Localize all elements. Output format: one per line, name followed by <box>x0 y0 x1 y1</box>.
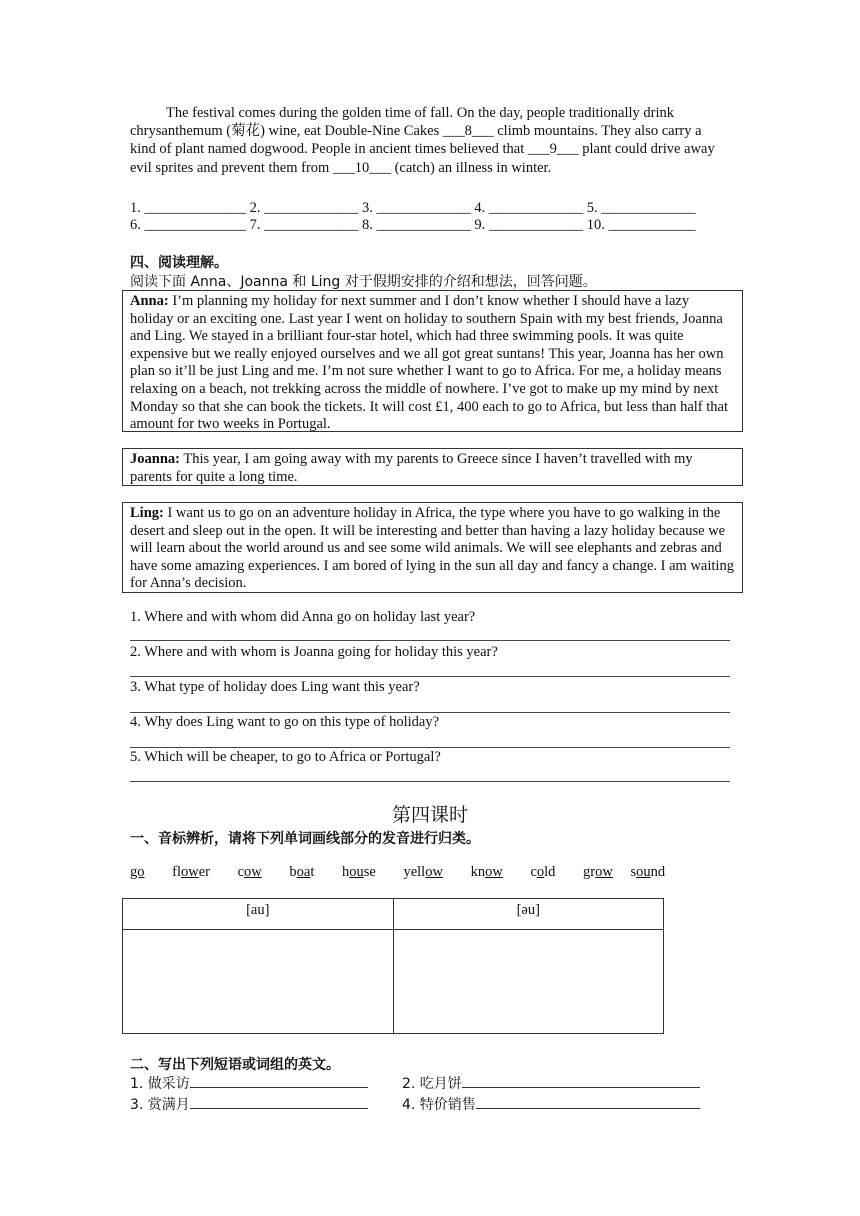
answer-blanks-row-1: 1. ______________ 2. _____________ 3. _____________ 4. _____________ 5. _____________ <box>130 200 696 216</box>
answer-line-4[interactable] <box>130 747 730 748</box>
answer-blanks-row-2: 6. ______________ 7. _____________ 8. _____________ 9. _____________ 10. ____________ <box>130 217 696 233</box>
word-cow: cow <box>237 864 262 880</box>
phrase-4-blank[interactable] <box>476 1094 700 1109</box>
col-header-au: [au] <box>123 899 394 930</box>
word-boat: boat <box>289 864 315 880</box>
phrase-3-blank[interactable] <box>190 1094 368 1109</box>
phrase-2: 2. 吃月饼 <box>402 1073 700 1093</box>
phonics-word-list <box>130 864 689 881</box>
word-sound: sound <box>630 864 666 880</box>
col-header-ou: [əu] <box>393 899 664 930</box>
cell-au[interactable] <box>123 930 394 1034</box>
answer-line-1[interactable] <box>130 640 730 641</box>
question-1: 1. Where and with whom did Anna go on holiday last year? <box>130 609 476 625</box>
answer-line-3[interactable] <box>130 712 730 713</box>
phonics-table <box>122 898 664 1034</box>
joanna-text: This year, I am going away with my parents to Greece since I haven’t travelled with my parents for quite a long time. <box>130 451 693 485</box>
ling-text: I want us to go on an adventure holiday in Africa, the type where you have to go walking in the desert and sleep out in the open. It will be interesting and better than having a lazy holiday because we will learn about the world around us and see some wild animals. We will see elephants and zebras and have some amazing experiences. I am bored of lying in the sun all day and fancy a change. I am waiting for Anna’s decision. <box>130 505 734 592</box>
word-yellow: yellow <box>403 864 443 880</box>
phrases-heading: 二、写出下列短语或词组的英文。 <box>130 1057 340 1073</box>
phrase-4: 4. 特价销售 <box>402 1094 700 1114</box>
phrase-3: 3. 赏满月 <box>130 1094 368 1114</box>
joanna-name: Joanna: <box>130 451 180 467</box>
anna-name: Anna: <box>130 293 169 309</box>
phrase-1-blank[interactable] <box>190 1073 368 1088</box>
answer-line-5[interactable] <box>130 781 730 782</box>
question-3: 3. What type of holiday does Ling want this year? <box>130 679 420 695</box>
anna-box <box>122 290 743 432</box>
cell-ou[interactable] <box>393 930 664 1034</box>
section-heading-reading: 四、阅读理解。 <box>130 255 228 271</box>
joanna-box <box>122 448 743 486</box>
question-4: 4. Why does Ling want to go on this type of holiday? <box>130 714 440 730</box>
word-house: house <box>342 864 376 880</box>
word-go: go <box>130 864 145 880</box>
question-5: 5. Which will be cheaper, to go to Africa or Portugal? <box>130 749 441 765</box>
word-grow: grow <box>583 864 613 880</box>
question-2: 2. Where and with whom is Joanna going for holiday this year? <box>130 644 498 660</box>
lesson-title: 第四课时 <box>391 804 468 826</box>
section-instruction: 阅读下面 Anna、Joanna 和 Ling 对于假期安排的介绍和想法，回答问题。 <box>130 274 597 290</box>
answer-line-2[interactable] <box>130 676 730 677</box>
word-cold: cold <box>530 864 556 880</box>
word-flower: flower <box>172 864 210 880</box>
phrase-2-blank[interactable] <box>462 1073 700 1088</box>
word-know: know <box>470 864 503 880</box>
phrase-1: 1. 做采访 <box>130 1073 368 1093</box>
anna-text: I’m planning my holiday for next summer and I don’t know whether I should have a lazy holiday or an exciting one. Last year I went on holiday to southern Spain with my best friends, Joanna and Ling. We stayed in a brilliant four-star hotel, which had three swimming pools. It was quite expensive but we really enjoyed ourselves and we all got great suntans! This year, Joanna has her own plan so it’ll be just Ling and me. I’m not sure whether I want to go to Africa. For me, a holiday means relaxing on a beach, not trekking across the middle of nowhere. I’ve got to make up my mind by next Monday so that she can book the tickets. It will cost £1, 400 each to go to Africa, but less than half that amount for two weeks in Portugal. <box>130 293 728 433</box>
ling-box <box>122 502 743 593</box>
phonics-heading: 一、音标辨析，请将下列单词画线部分的发音进行归类。 <box>130 831 480 847</box>
reading-paragraph: The festival comes during the golden time of fall. On the day, people traditionally drink chrysanthemum (菊花) wine, eat Double-Nine Cakes ___8___ climb mountains. They also carry a kind of plant named dogwood. People in ancient times believed that ___9___ plant could drive away evil sprites and prevent them from ___10___ (catch) an illness in winter. <box>130 105 715 176</box>
ling-name: Ling: <box>130 505 164 521</box>
